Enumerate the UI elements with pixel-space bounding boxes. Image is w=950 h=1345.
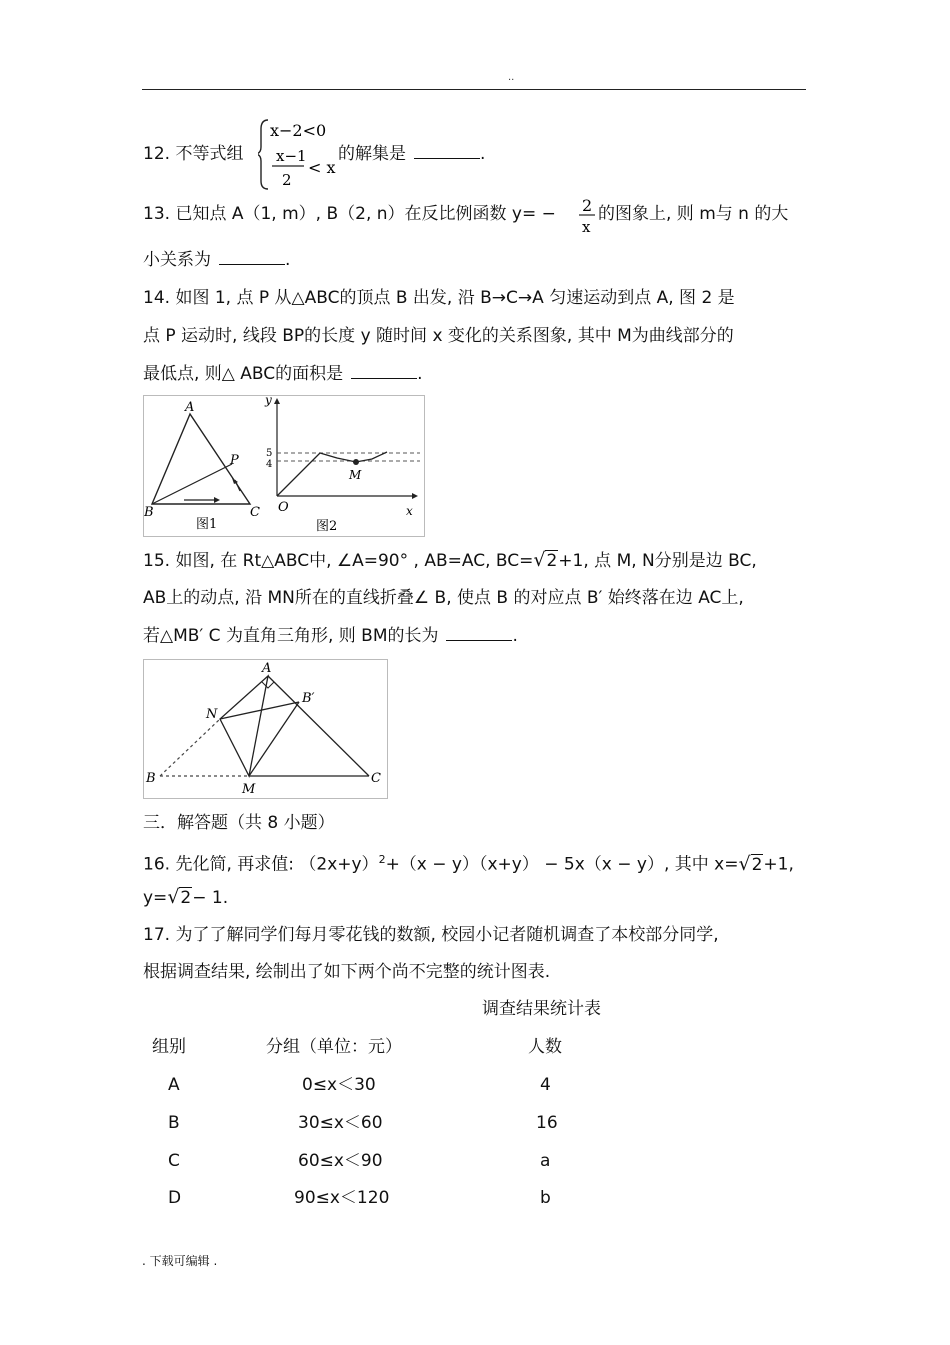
table-row-c-group: C: [168, 1151, 180, 1171]
q12-answer-blank: [414, 144, 480, 159]
q16-sqrt2-arg: 2: [180, 888, 192, 908]
q14-figure: [143, 395, 425, 537]
fig3-label-n: N: [206, 707, 218, 722]
fig1-label-c: C: [250, 505, 260, 520]
table-header-range: 分组（单位：元）: [266, 1037, 402, 1057]
q16-line1: [143, 849, 794, 876]
table-row-a-count: 4: [540, 1075, 551, 1095]
q15-sqrt-arg: 2: [546, 551, 558, 571]
fig2-y-label: y: [265, 396, 272, 407]
q13-answer-blank: [219, 250, 285, 265]
fig1-label-a: A: [185, 400, 195, 415]
fig1-label-p: P: [230, 453, 239, 468]
q16-sqrt1: √2: [738, 852, 763, 875]
q15-line2: AB上的动点, 沿 MN所在的直线折叠∠ B, 使点 B 的对应点 B′ 始终落在边 AC上,: [143, 588, 744, 608]
q16-line1c: +1,: [763, 854, 794, 875]
q12-inequality-system: [258, 117, 338, 191]
q16-line1a: 16. 先化简, 再求值: （2x+y）: [143, 854, 379, 875]
q17-line1: 17. 为了了解同学们每月零花钱的数额, 校园小记者随机调查了本校部分同学,: [143, 925, 719, 945]
table-row-a-group: A: [168, 1075, 180, 1095]
q15-answer-blank: [446, 626, 512, 641]
q16-sqrt2: √2: [167, 886, 192, 908]
fig3-label-b: B: [146, 771, 156, 786]
q12-suffix-text: 的解集是: [338, 144, 406, 164]
q12-sys-rhs: < x: [308, 158, 336, 177]
q12-end: .: [480, 144, 486, 164]
q13-frac-num: 2: [582, 196, 593, 215]
q12-suffix: [338, 143, 485, 165]
q14-line1: 14. 如图 1, 点 P 从△ABC的顶点 B 出发, 沿 B→C→A 匀速运动到点 A, 图 2 是: [143, 288, 735, 308]
q13-frac-den: x: [582, 218, 591, 236]
table-header-count: 人数: [528, 1037, 562, 1057]
q15-line1: [143, 549, 757, 572]
q13-line1b: 的图象上, 则 m与 n 的大: [598, 204, 789, 224]
q13-end: .: [285, 250, 291, 270]
q14-line3-text: 最低点, 则△ ABC的面积是: [143, 364, 344, 384]
q16-line2a: y=: [143, 888, 168, 908]
fig3-label-bprime: B′: [302, 691, 315, 706]
q13-line2: [143, 249, 290, 271]
q16-sup: 2: [378, 853, 386, 866]
table-title: 调查结果统计表: [482, 999, 601, 1019]
table-row-a-range: 0≤x＜30: [302, 1075, 376, 1095]
q12-prefix: 12. 不等式组: [143, 144, 244, 164]
fig2-tick-5: 5: [266, 448, 273, 459]
table-row-b-count: 16: [536, 1113, 558, 1133]
q14-end: .: [417, 364, 423, 384]
header-rule: [142, 89, 806, 90]
table-row-d-group: D: [168, 1188, 182, 1208]
fig3-label-c: C: [371, 771, 381, 786]
q13-line1a: 13. 已知点 A（1, m）, B（2, n）在反比例函数 y= −: [143, 204, 556, 224]
q13-line2-text: 小关系为: [143, 250, 211, 270]
table-row-d-range: 90≤x＜120: [294, 1188, 390, 1208]
table-row-c-range: 60≤x＜90: [298, 1151, 383, 1171]
fig1-caption: 图1: [196, 517, 218, 532]
q15-sqrt: √2: [533, 549, 558, 571]
table-row-b-group: B: [168, 1113, 180, 1133]
q15-line3: [143, 625, 518, 647]
fig2-caption: 图2: [316, 519, 338, 534]
section-3-heading: 三．解答题（共 8 小题）: [143, 813, 335, 833]
table-row-d-count: b: [540, 1188, 551, 1208]
fig1-triangle: [144, 400, 260, 532]
footer-note: . 下载可编辑 .: [142, 1254, 218, 1268]
q12-sys-top: x−2<0: [270, 121, 327, 140]
fig3-label-m: M: [242, 782, 256, 797]
table-row-b-range: 30≤x＜60: [298, 1113, 383, 1133]
q15-line3-text: 若△MB′ C 为直角三角形, 则 BM的长为: [143, 626, 439, 646]
q16-line1b: +（x − y）（x+y） − 5x（x − y）, 其中 x=: [385, 854, 739, 875]
fig2-x-label: x: [406, 504, 413, 518]
table-row-c-count: a: [540, 1151, 551, 1171]
q15-figure: [143, 659, 388, 799]
fig2-tick-4: 4: [266, 459, 273, 470]
q14-line2: 点 P 运动时, 线段 BP的长度 y 随时间 x 变化的关系图象, 其中 M为曲线部分的: [143, 326, 734, 346]
fig2-origin: O: [278, 500, 289, 515]
q15-line1a: 15. 如图, 在 Rt△ABC中, ∠A=90° , AB=AC, BC=: [143, 551, 534, 571]
fig2-m-label: M: [349, 468, 362, 482]
fig1-label-b: B: [144, 505, 154, 520]
q14-line3: [143, 363, 423, 385]
q14-answer-blank: [351, 364, 417, 379]
q16-sqrt1-arg: 2: [751, 854, 763, 875]
q17-line2: 根据调查结果, 绘制出了如下两个尚不完整的统计图表.: [143, 962, 551, 982]
fig3-label-a: A: [262, 661, 272, 676]
q15-line1b: +1, 点 M, N分别是边 BC,: [558, 551, 757, 571]
fig2-graph: [264, 396, 420, 534]
q16-line2b: − 1.: [192, 888, 229, 908]
q12-sys-den: 2: [282, 171, 292, 189]
q15-end: .: [512, 626, 518, 646]
q12-sys-num: x−1: [276, 147, 307, 165]
table-header-group: 组别: [152, 1037, 186, 1057]
q13-fraction: [578, 196, 596, 236]
header-dots: ..: [508, 72, 515, 83]
q16-line2: [143, 886, 228, 909]
